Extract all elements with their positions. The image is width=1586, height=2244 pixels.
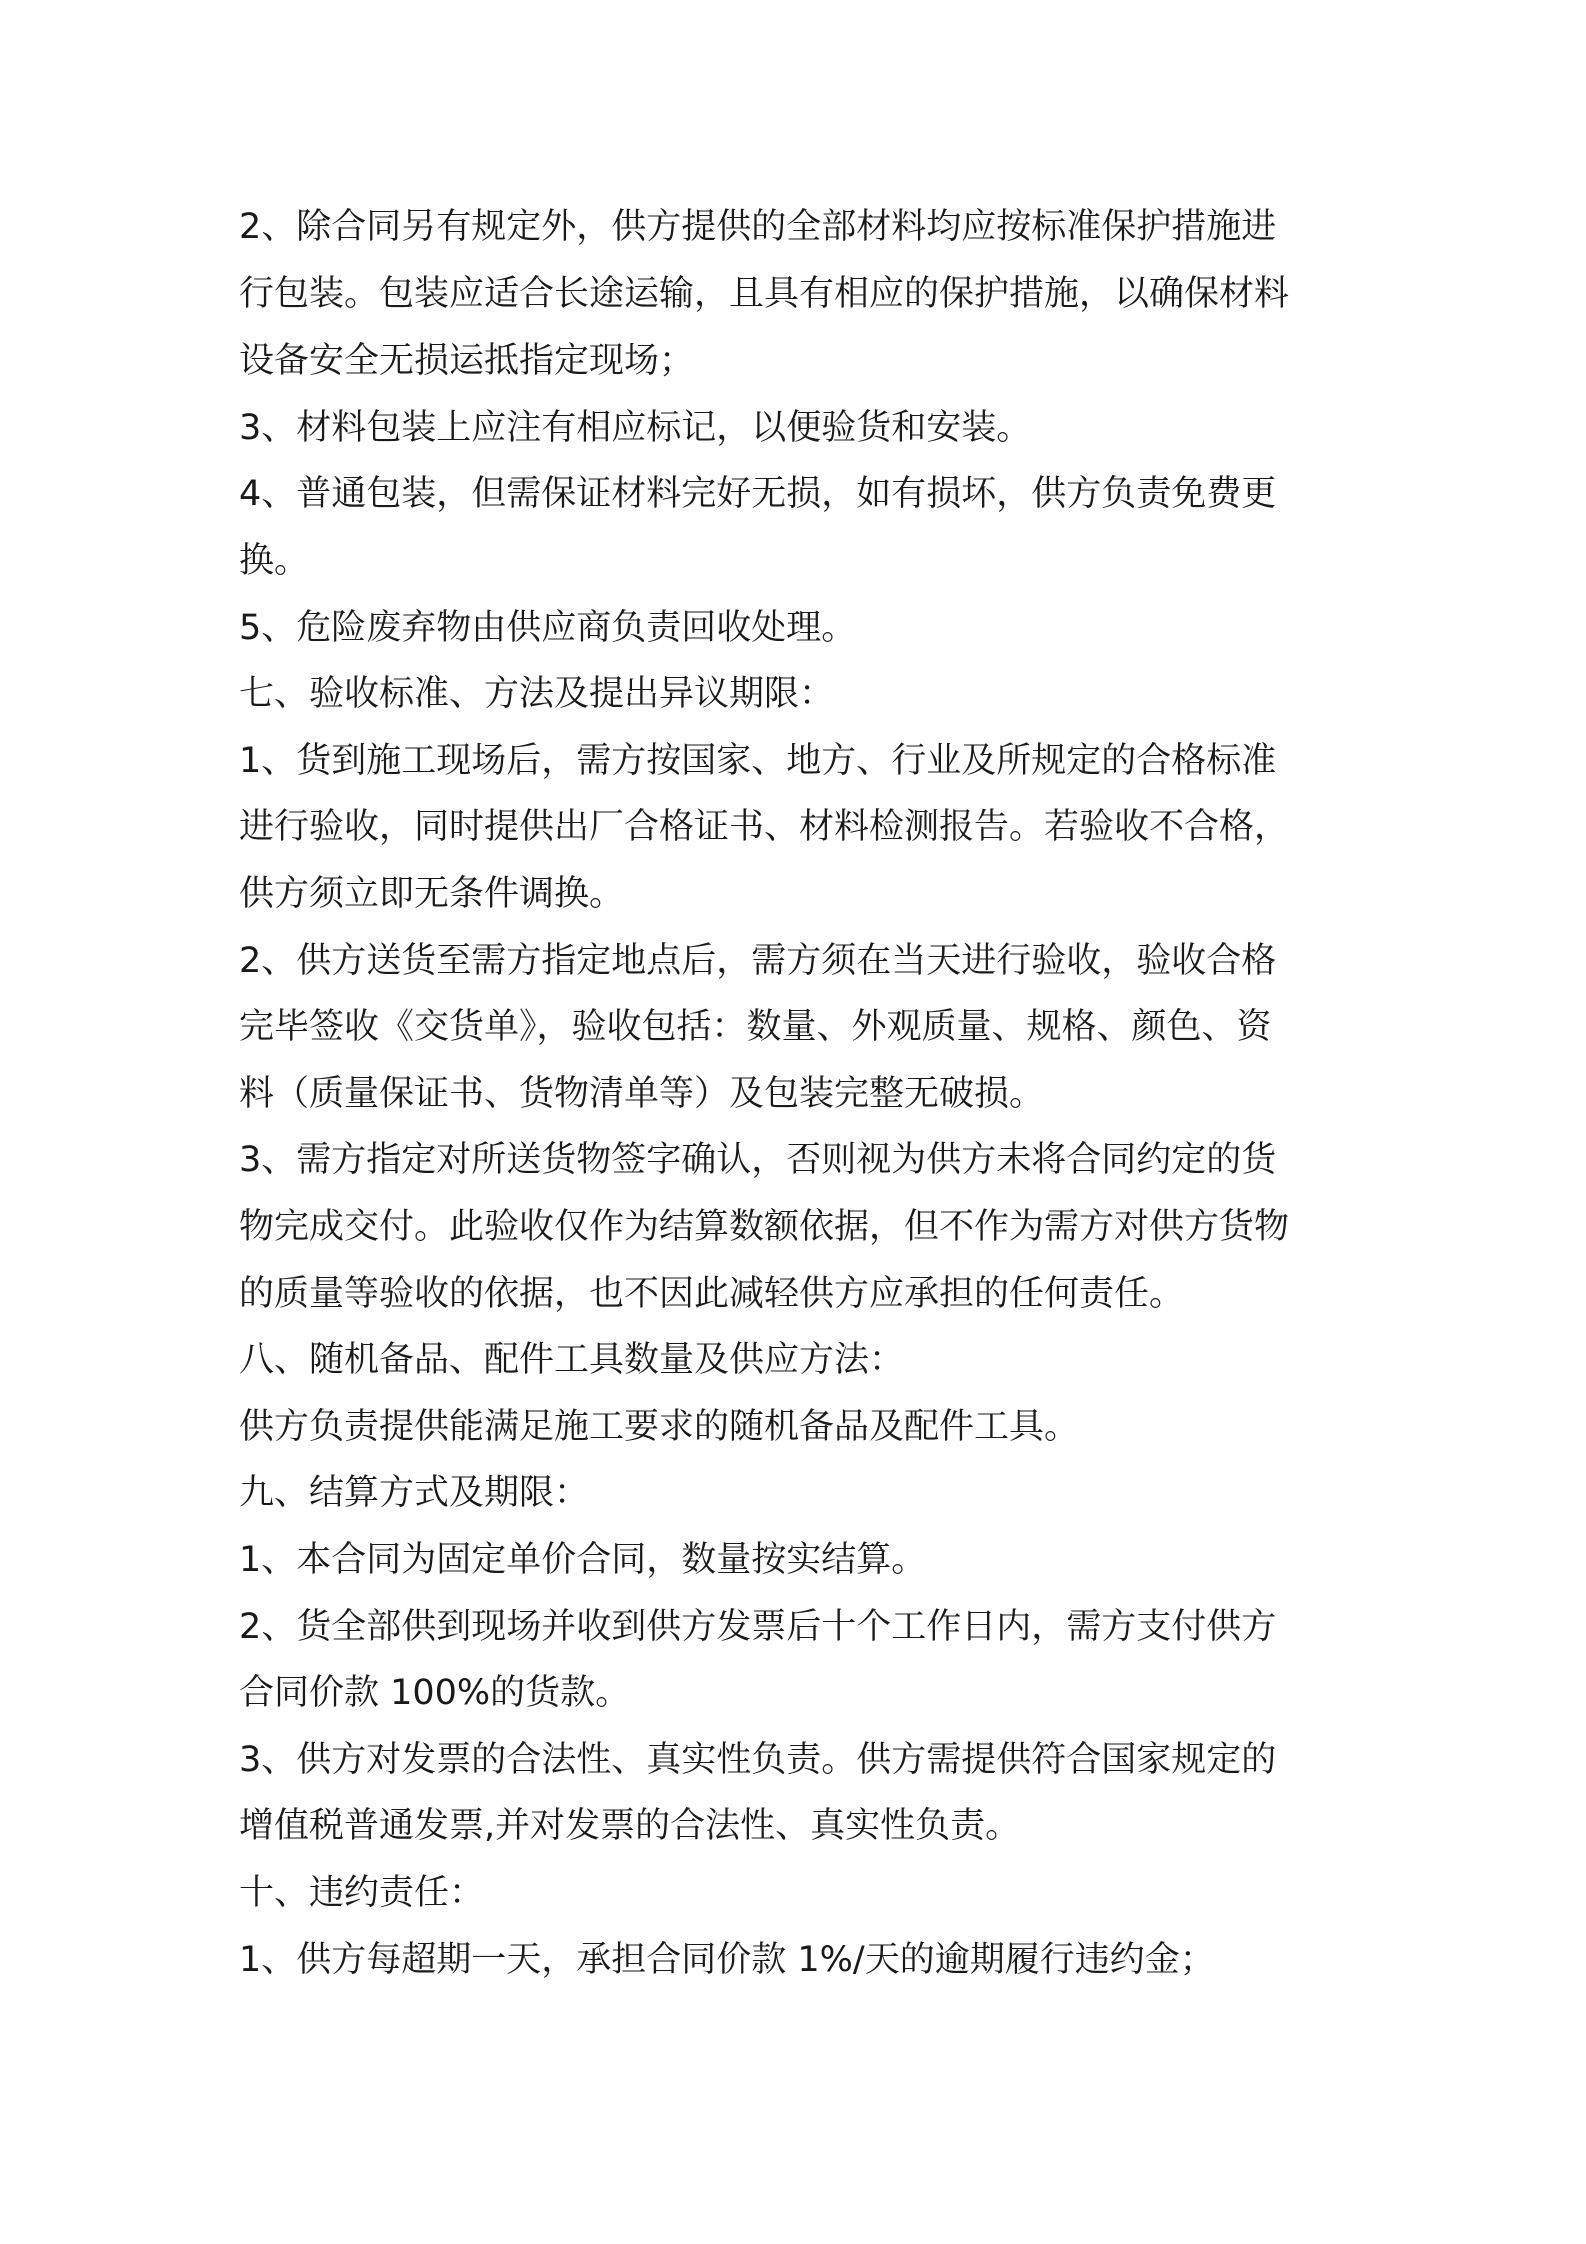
text-line: 进行验收，同时提供出厂合格证书、材料检测报告。若验收不合格，	[239, 807, 1290, 847]
text-line: 增值税普通发票,并对发票的合法性、真实性负责。	[239, 1806, 1021, 1846]
text-line: 完毕签收《交货单》，验收包括：数量、外观质量、规格、颜色、资	[239, 1007, 1272, 1047]
text-line: 行包装。包装应适合长途运输，且具有相应的保护措施，以确保材料	[239, 274, 1290, 314]
text-line: 供方须立即无条件调换。	[239, 874, 625, 914]
text-line: 的质量等验收的依据，也不因此减轻供方应承担的任何责任。	[239, 1274, 1185, 1314]
text-line: 4、普通包装，但需保证材料完好无损，如有损坏，供方负责免费更	[239, 474, 1277, 514]
text-line: 2、供方送货至需方指定地点后，需方须在当天进行验收，验收合格	[239, 941, 1277, 981]
section-heading: 七、验收标准、方法及提出异议期限：	[239, 674, 835, 714]
text-line: 5、危险废弃物由供应商负责回收处理。	[239, 608, 857, 648]
text-line: 3、供方对发票的合法性、真实性负责。供方需提供符合国家规定的	[239, 1740, 1277, 1780]
text-line: 1、货到施工现场后，需方按国家、地方、行业及所规定的合格标准	[239, 741, 1277, 781]
text-line: 换。	[239, 541, 310, 581]
section-heading: 八、随机备品、配件工具数量及供应方法：	[239, 1340, 905, 1380]
text-line: 2、除合同另有规定外，供方提供的全部材料均应按标准保护措施进	[239, 207, 1277, 247]
text-line: 设备安全无损运抵指定现场；	[239, 341, 695, 381]
section-heading: 九、结算方式及期限：	[239, 1473, 590, 1513]
text-line: 物完成交付。此验收仅作为结算数额依据，但不作为需方对供方货物	[239, 1207, 1290, 1247]
section-heading: 十、违约责任：	[239, 1873, 485, 1913]
text-line: 2、货全部供到现场并收到供方发票后十个工作日内，需方支付供方	[239, 1607, 1277, 1647]
text-line: 3、材料包装上应注有相应标记，以便验货和安装。	[239, 408, 1032, 448]
text-line: 供方负责提供能满足施工要求的随机备品及配件工具。	[239, 1407, 1080, 1447]
text-line: 1、供方每超期一天，承担合同价款 1%/天的逾期履行违约金；	[239, 1940, 1215, 1980]
text-line: 合同价款 100%的货款。	[239, 1673, 631, 1713]
text-line: 料（质量保证书、货物清单等）及包装完整无破损。	[239, 1074, 1045, 1114]
text-line: 3、需方指定对所送货物签字确认，否则视为供方未将合同约定的货	[239, 1140, 1277, 1180]
text-line: 1、本合同为固定单价合同，数量按实结算。	[239, 1540, 927, 1580]
